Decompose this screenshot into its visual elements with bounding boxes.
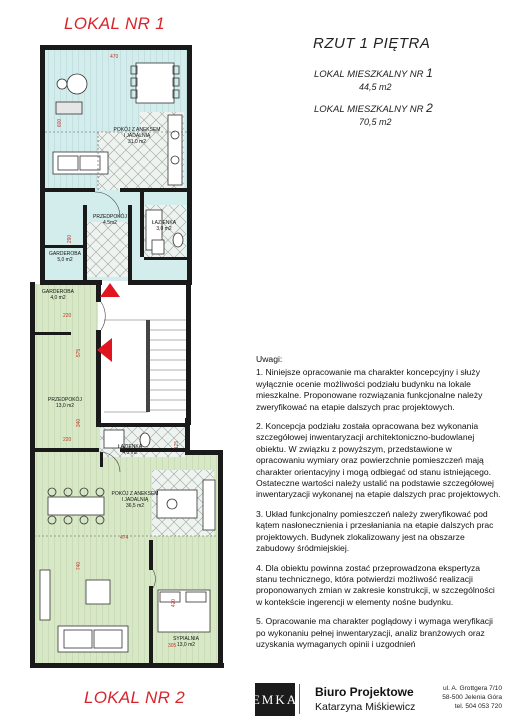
room-bath-1 [146,220,182,232]
unit-2-area: 70,5 m2 [359,117,392,127]
room-bath-2-area: 4,0 m2 [122,450,138,456]
dim-740: 740 [76,561,83,571]
notes-heading: Uwagi: [256,354,283,364]
unit-1-area: 44,5 m2 [359,82,392,92]
room-bath-2-name: ŁAZIENKA [117,444,143,450]
unit-2-label-text: LOKAL MIESZKALNY NR [314,104,424,115]
room-hall-2 [40,397,90,409]
room-wardrobe-1 [47,251,83,263]
room-living-1-sub: I JADALNIĄ [123,133,151,139]
dim-420: 420 [171,598,178,608]
company-logo: EMKA [255,683,295,716]
note-5: 5. Opracowanie ma charakter poglądowy i wymaga weryfikacji po wykonaniu pełnej inwentaryzacji, analiz branżowych oraz uzyskania wymaganych opinii i uzgodnień [256,616,493,649]
note-3: 3. Układ funkcjonalny pomieszczeń należy zweryfikować pod kątem nasłonecznienia i przesłaniania na etapie dalszych prac projektowych. Budynek zlokalizowany jest na obszarze zabudowy śródmiejskiej. [256,508,494,554]
notes-block [256,354,501,658]
company-name: Biuro Projektowe [315,685,414,699]
room-wardrobe-1-area: 5,0 m2 [57,257,73,263]
room-wardrobe-2-name: GARDEROBA [42,289,74,295]
room-living-1-name: POKÓJ Z ANEKSEM [113,127,161,133]
note-4: 4. Dla obiektu powinna zostać przeprowadzona ekspertyza stanu technicznego, która potwierdzi możliwość realizacji proponowanych zmian w zakresie konstrukcji, w szczególności w kontekście ingerencji w elementy nośne budynku. [256,562,495,607]
room-hall-1 [92,214,128,226]
unit-1-label-text: LOKAL MIESZKALNY NR [314,69,424,80]
dim-575: 575 [76,348,83,358]
room-bath-1-name: ŁAZIENKA [151,220,177,226]
company-address [410,684,502,711]
dim-470: 470 [110,54,119,60]
room-hall-1-name: PRZEDPOKÓJ [93,214,127,220]
room-bath-2 [110,444,150,456]
unit-2-number: 2 [426,101,433,115]
dim-125: 125 [174,440,181,450]
address-line-1: ul. A. Grottgera 7/10 [442,685,502,692]
dim-340: 340 [76,418,83,428]
room-wardrobe-1-name: GARDEROBA [49,251,81,257]
dim-220b: 220 [63,437,72,443]
room-hall-2-area: 13,0 m2 [55,403,75,409]
note-2: 2. Koncepcja podziału została opracowana bez wykonania szczegółowej inwentaryzacji architektoniczno-budowlanej obiektu. W związku z powyższym, przedstawione w opracowaniu wymiary oraz powierzchnie pomieszczeń mają charakter orientacyjny i mogą odbiegać od stanu istniejącego. Ostateczne wartości należy ustalić na podstawie szczegółowej inwentaryzacji wykonanej na etapie dalszych prac projektowych. [256,421,501,500]
unit-1-number: 1 [426,66,433,80]
room-wardrobe-2 [36,289,80,301]
room-bedroom-name: SYPIALNIA [173,636,199,642]
room-hall-1-area: 4,5m2 [103,220,117,226]
room-living-1 [103,127,171,145]
footer-divider [299,684,300,714]
note-1: 1. Niniejsze opracowanie ma charakter koncepcyjny i służy wyłącznie ocenie możliwości podziału budynku na lokale mieszkalne. Proponowane rozwiązania funkcjonalne należy zweryfikować na etapie dalszych prac projektowych. [256,367,483,412]
room-living-1-area: 31,0 m2 [127,139,147,145]
room-living-2-area: 36,5 m2 [125,503,145,509]
room-living-2-sub: I JADALNIĄ [121,497,149,503]
room-wardrobe-2-area: 4,0 m2 [50,295,66,301]
dim-290: 290 [67,234,74,244]
address-line-2: 58-500 Jelenia Góra [442,694,502,701]
room-living-2-name: POKÓJ Z ANEKSEM [111,491,159,497]
dim-305: 305 [168,643,177,649]
address-phone: tel. 504 053 720 [454,703,502,710]
room-bedroom-area: 13,0 m2 [176,642,196,648]
lokal-1-title: LOKAL NR 1 [64,14,165,33]
room-living-2 [100,491,170,509]
room-hall-2-name: PRZEDPOKÓJ [48,397,82,403]
dim-474: 474 [120,535,129,541]
lokal-2-title: LOKAL NR 2 [84,688,185,707]
dim-600: 600 [57,118,64,128]
company-person: Katarzyna Miśkiewicz [315,701,416,713]
dim-220a: 220 [63,313,72,319]
floor-plan-title: RZUT 1 PIĘTRA [313,35,431,52]
room-bath-1-area: 3,0 m2 [156,226,172,232]
